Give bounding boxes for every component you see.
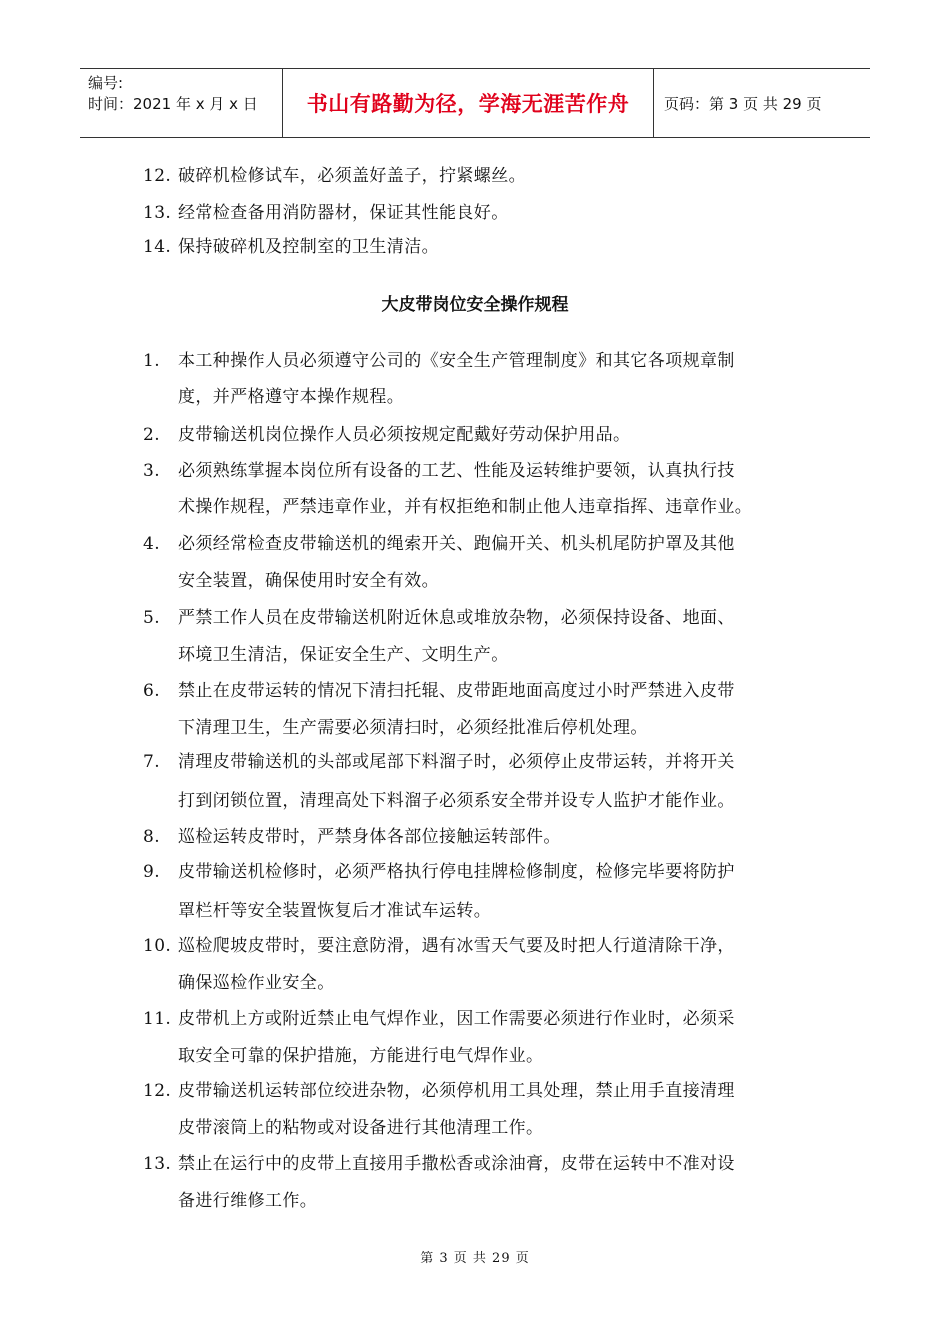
item-text: 经常检查备用消防器材，保证其性能良好。: [178, 203, 509, 223]
item-text: 必须经常检查皮带输送机的绳索开关、跑偏开关、机头机尾防护罩及其他: [178, 534, 735, 554]
list-item-continuation: [143, 382, 404, 407]
page-header: [80, 68, 870, 138]
item-text: 本工种操作人员必须遵守公司的《安全生产管理制度》和其它各项规章制: [178, 351, 735, 371]
list-item: [143, 603, 735, 628]
item-text: 禁止在皮带运转的情况下清扫托辊、皮带距地面高度过小时严禁进入皮带: [178, 681, 735, 701]
list-item-continuation: [143, 1041, 543, 1066]
list-item: [143, 529, 735, 554]
item-text: 保持破碎机及控制室的卫生清洁。: [178, 237, 439, 257]
list-item-continuation: [143, 713, 648, 738]
item-number: 11.: [143, 1009, 172, 1029]
item-number: 3.: [143, 461, 161, 481]
list-item: [143, 676, 735, 701]
item-number: 14.: [143, 237, 172, 257]
item-text: 皮带输送机运转部位绞进杂物，必须停机用工具处理，禁止用手直接清理: [178, 1081, 735, 1101]
list-item: [143, 346, 735, 371]
item-number: 13.: [143, 203, 172, 223]
list-item: [143, 1004, 735, 1029]
item-text: 下清理卫生，生产需要必须清扫时，必须经批准后停机处理。: [178, 718, 648, 738]
list-item-continuation: [143, 968, 335, 993]
item-number: 12.: [143, 166, 172, 186]
item-text: 必须熟练掌握本岗位所有设备的工艺、性能及运转维护要领，认真执行技: [178, 461, 735, 481]
item-text: 皮带输送机岗位操作人员必须按规定配戴好劳动保护用品。: [178, 425, 631, 445]
header-meta: [80, 69, 282, 137]
list-item: [143, 420, 630, 445]
list-item: [143, 1076, 735, 1101]
item-text: 取安全可靠的保护措施，方能进行电气焊作业。: [178, 1046, 544, 1066]
item-text: 禁止在运行中的皮带上直接用手撒松香或涂油膏，皮带在运转中不准对设: [178, 1154, 735, 1174]
list-item-continuation: [143, 786, 735, 811]
item-number: 8.: [143, 827, 161, 847]
item-text: 严禁工作人员在皮带输送机附近休息或堆放杂物，必须保持设备、地面、: [178, 608, 735, 628]
item-number: 12.: [143, 1081, 172, 1101]
header-page-label: 页码：第 3 页 共 29 页: [664, 94, 822, 113]
item-text: 确保巡检作业安全。: [178, 973, 335, 993]
item-number: 10.: [143, 936, 172, 956]
item-number: 2.: [143, 425, 161, 445]
header-time-label: 时间：2021 年 x 月 x 日: [88, 95, 258, 113]
item-text: 度，并严格遵守本操作规程。: [178, 387, 405, 407]
list-item-continuation: [143, 640, 509, 665]
list-item: [143, 857, 735, 882]
list-item: [143, 198, 509, 223]
item-text: 安全装置，确保使用时安全有效。: [178, 571, 439, 591]
item-text: 巡检爬坡皮带时，要注意防滑，遇有冰雪天气要及时把人行道清除干净，: [178, 936, 735, 956]
item-text: 巡检运转皮带时，严禁身体各部位接触运转部件。: [178, 827, 561, 847]
list-item: [143, 747, 735, 772]
item-text: 打到闭锁位置，清理高处下料溜子必须系安全带并设专人监护才能作业。: [178, 791, 735, 811]
header-motto: 书山有路勤为径，学海无涯苦作舟: [282, 69, 654, 137]
list-item-continuation: [143, 492, 752, 517]
list-item-continuation: [143, 1186, 317, 1211]
section-title: 大皮带岗位安全操作规程: [381, 295, 569, 315]
page-footer: 第 3 页 共 29 页: [420, 1251, 530, 1266]
item-text: 术操作规程，严禁违章作业，并有权拒绝和制止他人违章指挥、违章作业。: [178, 497, 753, 517]
item-text: 皮带输送机检修时，必须严格执行停电挂牌检修制度，检修完毕要将防护: [178, 862, 735, 882]
item-number: 5.: [143, 608, 161, 628]
list-item: [143, 161, 526, 186]
list-item: [143, 456, 735, 481]
list-item-continuation: [143, 566, 439, 591]
item-number: 1.: [143, 351, 161, 371]
item-text: 皮带机上方或附近禁止电气焊作业，因工作需要必须进行作业时，必须采: [178, 1009, 735, 1029]
list-item: [143, 1149, 735, 1174]
list-item: [143, 931, 735, 956]
list-item: [143, 232, 439, 257]
item-text: 备进行维修工作。: [178, 1191, 318, 1211]
item-number: 4.: [143, 534, 161, 554]
item-text: 环境卫生清洁，保证安全生产、文明生产。: [178, 645, 509, 665]
item-text: 皮带滚筒上的粘物或对设备进行其他清理工作。: [178, 1118, 544, 1138]
list-item-continuation: [143, 896, 491, 921]
item-text: 破碎机检修试车，必须盖好盖子，拧紧螺丝。: [178, 166, 526, 186]
item-number: 9.: [143, 862, 161, 882]
item-number: 7.: [143, 752, 161, 772]
header-number-label: 编号:: [88, 74, 124, 92]
list-item-continuation: [143, 1113, 543, 1138]
item-number: 6.: [143, 681, 161, 701]
item-number: 13.: [143, 1154, 172, 1174]
item-text: 清理皮带输送机的头部或尾部下料溜子时，必须停止皮带运转，并将开关: [178, 752, 735, 772]
item-text: 罩栏杆等安全装置恢复后才准试车运转。: [178, 901, 492, 921]
list-item: [143, 822, 561, 847]
